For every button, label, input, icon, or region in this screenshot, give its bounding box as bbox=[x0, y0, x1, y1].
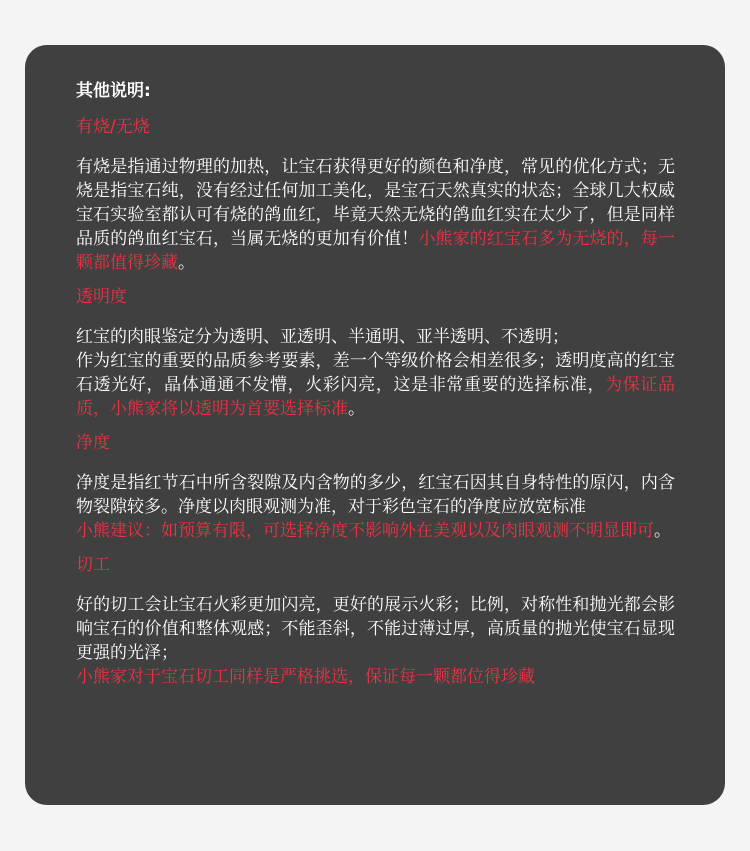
body-text-line1: 红宝的肉眼鉴定分为透明、亚透明、半通明、亚半透明、不透明； bbox=[76, 327, 569, 347]
body-tail: 。 bbox=[178, 253, 195, 273]
highlight-text: 小熊建议：如预算有限，可选择净度不影响外在美观以及肉眼观测不明显即可 bbox=[76, 521, 654, 541]
intro-title: 其他说明: bbox=[76, 81, 151, 101]
section-body-cut bbox=[76, 593, 675, 689]
section-body-clarity bbox=[76, 325, 675, 421]
section-heading-cut: 切工 bbox=[76, 555, 110, 575]
highlight-text: 小熊家对于宝石切工同样是严格挑选，保证每一颗都位得珍藏 bbox=[76, 667, 535, 687]
body-text: 净度是指红节石中所含裂隙及内含物的多少，红宝石因其自身特性的原闪，内含物裂隙较多。净度以肉眼观测为准，对于彩色宝石的净度应放宽标准 bbox=[76, 473, 675, 517]
body-tail: 。 bbox=[654, 521, 671, 541]
body-text: 好的切工会让宝石火彩更加闪亮，更好的展示火彩；比例，对称性和抛光都会影响宝石的价值和整体观感；不能歪斜，不能过薄过厚，高质量的抛光使宝石显现更强的光泽； bbox=[76, 595, 675, 663]
section-heading-burn: 有烧/无烧 bbox=[76, 117, 150, 137]
body-text: 有烧是指通过物理的加热，让宝石获得更好的颜色和净度，常见的优化方式；无烧是指宝石纯，没有经过任何加工美化，是宝石天然真实的状态；全球几大权威宝石实验室都认可有烧的鸽血红，毕竟天然无烧的鸽血红实在太少了，但是同样品质的鸽血红宝石，当属无烧的更加有价值！ bbox=[76, 157, 675, 249]
info-card bbox=[25, 45, 725, 805]
body-tail: 。 bbox=[348, 399, 365, 419]
section-body-purity bbox=[76, 471, 675, 543]
body-text: 作为红宝的重要的品质参考要素，差一个等级价格会相差很多；透明度高的红宝石透光好，晶体通通不发懵，火彩闪亮，这是非常重要的选择标准， bbox=[76, 351, 675, 395]
highlight-text: 小熊家的红宝石多为无烧的，每一颗都值得珍藏 bbox=[76, 229, 676, 273]
highlight-text: 为保证品质，小熊家将以透明为首要选择标准 bbox=[76, 375, 676, 419]
section-heading-purity: 净度 bbox=[76, 433, 110, 453]
section-body-burn bbox=[76, 155, 675, 275]
section-heading-clarity: 透明度 bbox=[76, 287, 127, 307]
